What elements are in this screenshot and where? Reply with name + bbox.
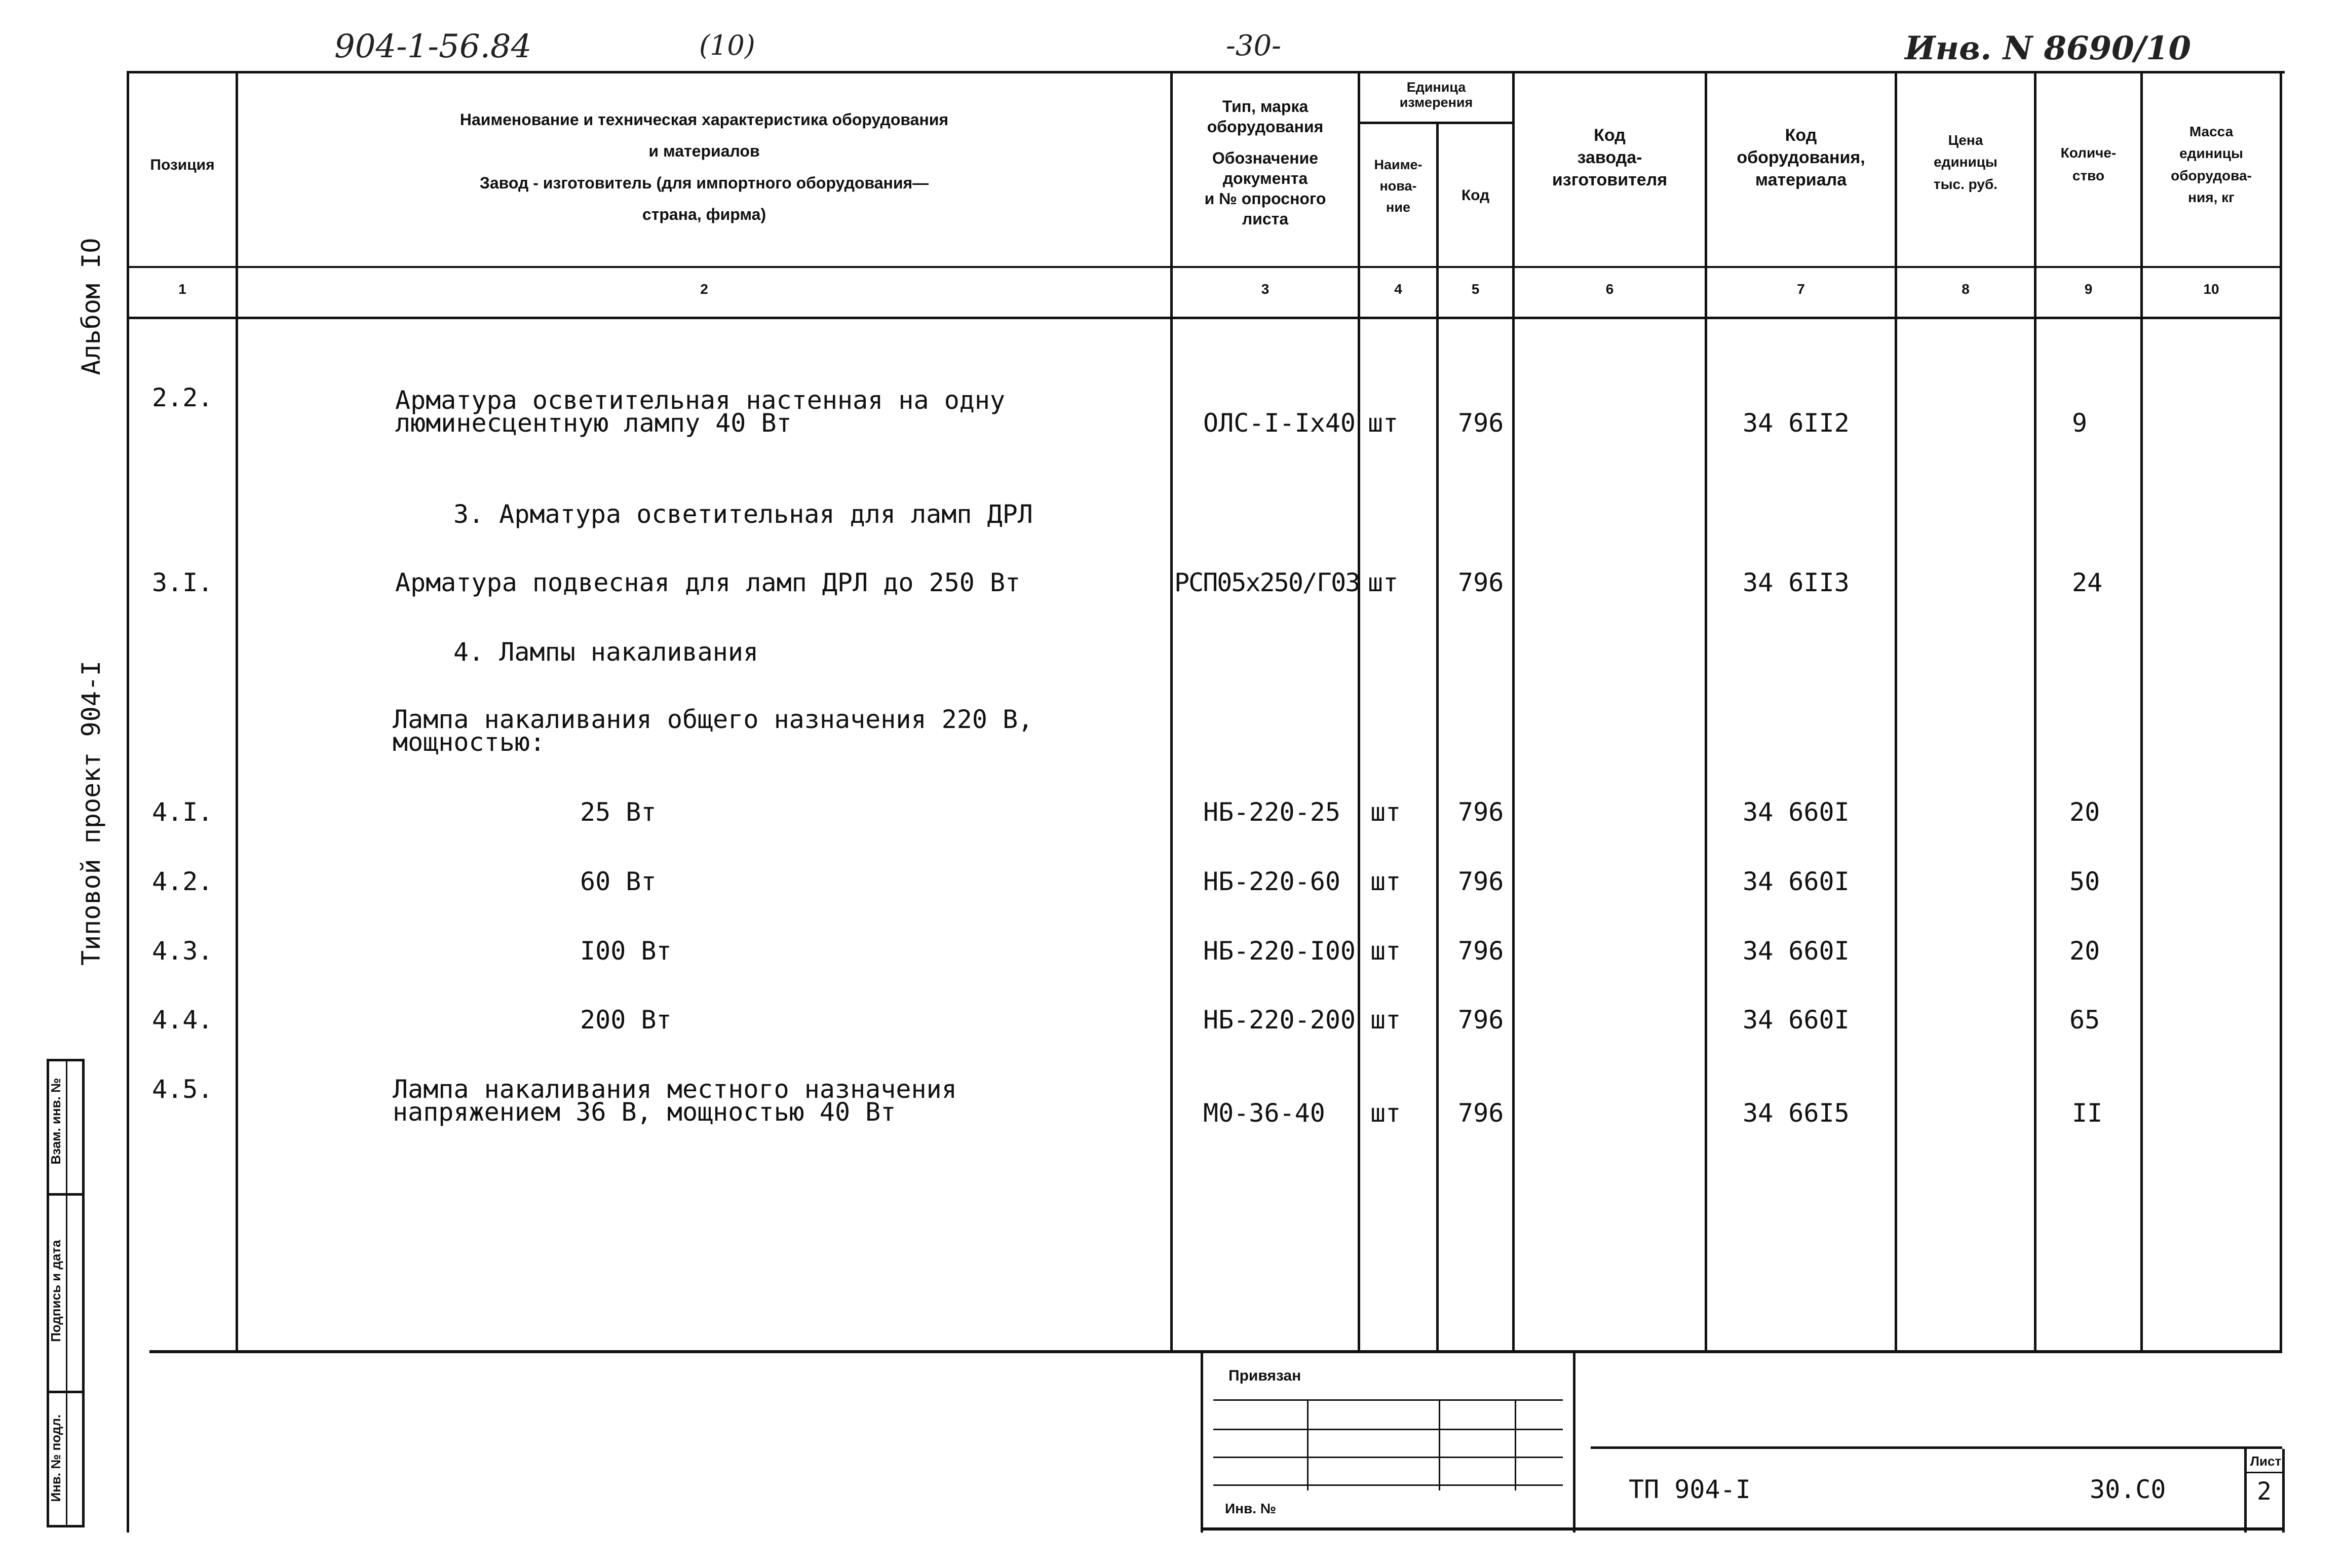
col-number-1: 1 (178, 281, 186, 297)
col-number-10: 10 (2203, 281, 2219, 297)
header-qty1: Количе- (2060, 145, 2117, 161)
header-unit-line2: измерения (1399, 94, 1473, 110)
col-number-8: 8 (1962, 281, 1970, 297)
header-equip-code (1707, 124, 1895, 192)
row-unit: шт (1368, 408, 1399, 438)
header-factory-code2: завода- (1577, 148, 1642, 168)
header-type-line2: оборудования (1207, 118, 1324, 136)
row-code: 796 (1458, 568, 1504, 597)
header-name (238, 104, 1170, 231)
row-type: НБ-220-I00 (1203, 936, 1356, 966)
section-heading: 4. Лампы накаливания (453, 637, 759, 667)
header-unit-code: Код (1461, 187, 1490, 204)
header-name-line2: и материалов (648, 142, 760, 161)
row-code: 796 (1458, 1005, 1504, 1035)
row-unit: шт (1370, 867, 1401, 896)
row-qty: 20 (2069, 797, 2100, 827)
doc-number: 904-1-56.84 (334, 28, 532, 65)
row-type: НБ-220-25 (1203, 797, 1340, 827)
row-equip: 34 6II2 (1743, 408, 1850, 438)
row-name-line1: 200 Вт (580, 1005, 672, 1035)
row-qty: 20 (2069, 936, 2100, 966)
stamp-sign: Подпись и дата (48, 1240, 63, 1342)
header-name-line4: страна, фирма) (642, 205, 766, 224)
header-price3: тыс. руб. (1933, 176, 1998, 192)
header-type-line6: листа (1242, 210, 1289, 228)
paren-number: (10) (699, 29, 755, 61)
row-name-line2: мощностью: (393, 728, 546, 757)
inventory-number: Инв. N 8690/10 (1905, 29, 2192, 67)
row-code: 796 (1458, 867, 1504, 896)
row-name-line1: Лампа накаливания местного назначения (393, 1075, 957, 1104)
row-type: РСП05х250/Г03 (1174, 568, 1360, 597)
row-pos: 4.I. (152, 797, 213, 827)
row-equip: 34 6II3 (1743, 568, 1850, 597)
col-number-9: 9 (2084, 281, 2093, 297)
col-number-2: 2 (700, 281, 708, 297)
header-name-line1: Наименование и техническая характеристика оборудования (459, 110, 949, 129)
col-number-3: 3 (1261, 281, 1270, 297)
header-type-line1: Тип, марка (1222, 97, 1309, 116)
section-heading: 3. Арматура осветительная для ламп ДРЛ (453, 500, 1033, 529)
col-number-4: 4 (1394, 281, 1402, 297)
row-type: НБ-220-60 (1203, 867, 1340, 896)
row-name-line2: напряжением 36 В, мощностью 40 Вт (393, 1097, 896, 1127)
header-factory-code1: Код (1594, 126, 1626, 145)
row-code: 796 (1458, 1098, 1504, 1128)
header-unit-name2: нова- (1379, 178, 1417, 194)
row-qty: 9 (2072, 408, 2088, 438)
col-number-6: 6 (1605, 281, 1614, 297)
col-number-5: 5 (1471, 281, 1480, 297)
row-qty: 24 (2072, 568, 2103, 597)
header-factory-code (1515, 124, 1705, 192)
row-code: 796 (1458, 408, 1504, 438)
stamp-inv: Инв. № подл. (48, 1414, 63, 1502)
album-label: Альбом IO (76, 238, 106, 375)
row-equip: 34 660I (1743, 1005, 1850, 1035)
header-unit-name1: Наиме- (1374, 157, 1423, 172)
row-equip: 34 66I5 (1743, 1098, 1850, 1128)
row-pos: 4.2. (152, 867, 213, 896)
row-qty: II (2072, 1098, 2103, 1128)
row-unit: шт (1370, 1005, 1401, 1035)
header-unit (1360, 80, 1512, 110)
header-mass3: оборудова- (2171, 167, 2252, 183)
header-price2: единицы (1934, 154, 1997, 170)
row-pos: 3.I. (152, 568, 213, 597)
row-equip: 34 660I (1743, 797, 1850, 827)
header-unit-name3: ние (1386, 199, 1410, 215)
header-qty (2036, 142, 2140, 187)
row-unit: шт (1368, 568, 1399, 597)
project-label: Типовой проект 904-I (76, 660, 106, 966)
header-mass4: ния, кг (2188, 189, 2235, 206)
row-unit: шт (1370, 797, 1401, 827)
header-type-line3: Обозначение (1212, 149, 1319, 167)
row-type: М0-36-40 (1203, 1098, 1325, 1128)
row-name-line1: 25 Вт (580, 797, 657, 827)
header-unit-name (1360, 155, 1436, 218)
row-pos: 2.2. (152, 383, 213, 412)
row-type: ОЛС-I-Iх40 (1203, 408, 1356, 438)
row-code: 796 (1458, 936, 1504, 966)
row-name-line1: 60 Вт (580, 867, 657, 896)
header-type-line5: и № опросного (1204, 189, 1326, 208)
footer-inv-no: Инв. № (1225, 1501, 1277, 1516)
row-pos: 4.5. (152, 1075, 213, 1104)
header-price (1897, 129, 2034, 195)
footer-designation: ТП 904-I (1629, 1475, 1751, 1504)
footer-code: 30.С0 (2090, 1475, 2166, 1504)
col-number-7: 7 (1797, 281, 1805, 297)
header-price1: Цена (1948, 132, 1983, 148)
footer-privyazan: Привязан (1228, 1367, 1301, 1384)
header-equip-code1: Код (1785, 126, 1817, 145)
header-qty2: ство (2072, 167, 2105, 183)
row-qty: 65 (2069, 1005, 2100, 1035)
header-type-line4: документа (1222, 169, 1308, 187)
header-mass1: Масса (2189, 124, 2234, 139)
header-unit-line1: Единица (1406, 80, 1466, 95)
header-mass (2143, 121, 2280, 209)
row-type: НБ-220-200 (1203, 1005, 1356, 1035)
header-position: Позиция (150, 157, 215, 173)
header-type (1173, 96, 1358, 229)
row-pos: 4.3. (152, 936, 213, 966)
row-name-line1: Арматура подвесная для ламп ДРЛ до 250 Вт (395, 568, 1021, 597)
footer-sheet-value: 2 (2257, 1477, 2272, 1506)
row-name-line1: Арматура осветительная настенная на одну (395, 386, 1006, 415)
row-qty: 50 (2069, 867, 2100, 896)
footer-sheet-label: Лист (2250, 1454, 2282, 1469)
row-name-line2: люминесцентную лампу 40 Вт (395, 408, 792, 438)
row-pos: 4.4. (152, 1005, 213, 1035)
row-unit: шт (1370, 1098, 1401, 1128)
row-name-line1: Лампа накаливания общего назначения 220 В, (393, 705, 1033, 734)
stamp-vzam: Взам. инв. № (48, 1078, 63, 1165)
row-equip: 34 660I (1743, 867, 1850, 896)
row-code: 796 (1458, 797, 1504, 827)
header-name-line3: Завод - изготовитель (для импортного оборудования— (479, 173, 929, 192)
page-mark: -30- (1226, 29, 1282, 62)
header-mass2: единицы (2179, 145, 2243, 162)
header-factory-code3: изготовителя (1552, 170, 1668, 190)
row-unit: шт (1370, 936, 1401, 966)
header-equip-code3: материала (1755, 170, 1847, 190)
row-equip: 34 660I (1743, 936, 1850, 966)
row-name-line1: I00 Вт (580, 936, 672, 966)
header-equip-code2: оборудования, (1737, 148, 1865, 168)
